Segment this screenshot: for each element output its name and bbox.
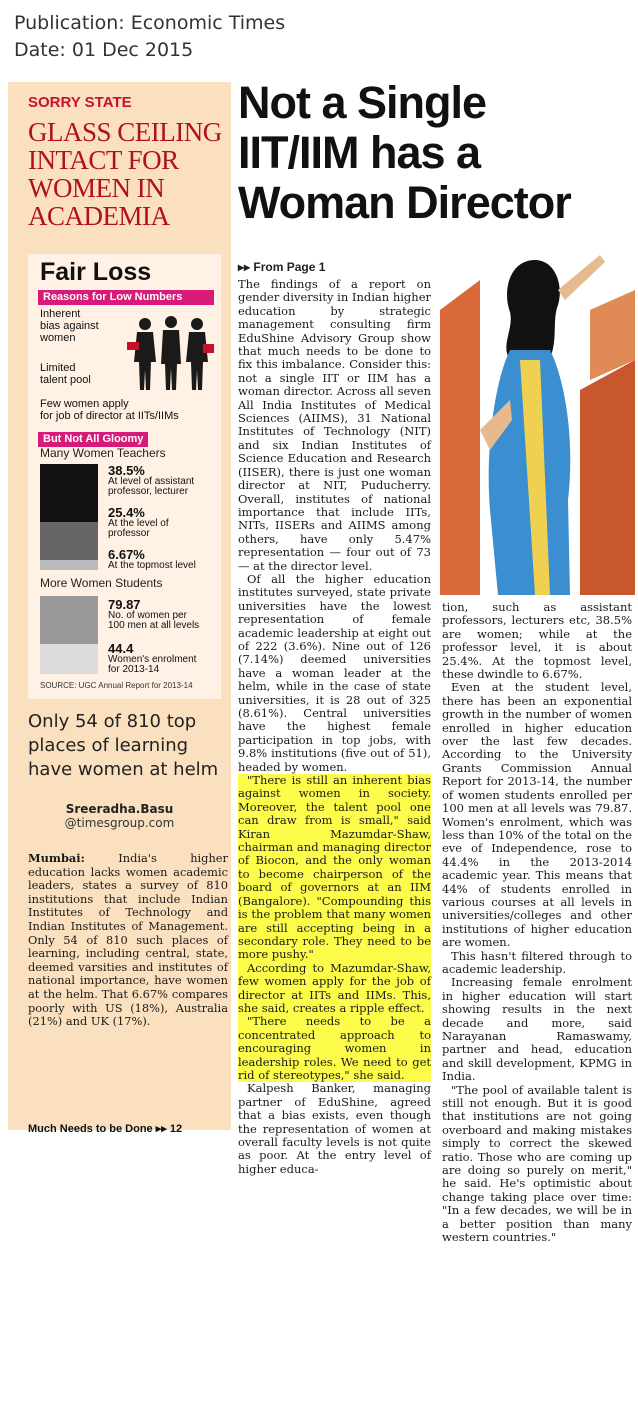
paragraph: Even at the student level, there has been an exponential growth in the number of women enrolled in higher education over the last few decades. According to the University Grants Commission Annual Report for 2013-14, the number of women students enrolled per 100 men at all levels was 79.87. Women's enrolment, which was less than 10% of the total on the eve of Independence, rose to 44.4% in the 2013-2014 academic year. This means that 44% of students enrolled in various courses at all levels in universities/colleges and other institutions of higher education are women.: [442, 680, 632, 950]
student-bar-enrolment: [40, 644, 98, 674]
sidebar-title-line: WOMEN IN: [28, 173, 165, 203]
paragraph: "There needs to be a concentrated approach to encouraging women in leadership roles. We need to get rid of stereotypes," she said.: [238, 1014, 431, 1082]
sidebar-kicker: SORRY STATE: [28, 94, 132, 111]
sidebar-body-text: [28, 852, 228, 1029]
teacher-stat: [108, 548, 196, 571]
teacher-bar-assistant: [40, 464, 98, 522]
stat-label: 100 men at all levels: [108, 620, 200, 631]
headline-line: Woman Director: [238, 177, 571, 228]
article-column-1: [238, 278, 431, 1176]
infographic-source: SOURCE: UGC Annual Report for 2013-14: [40, 681, 193, 690]
paragraph: Kalpesh Banker, managing partner of EduShine, agreed that a bias exists, even though the representation of women at overall faculty levels is not quite as poor. At the entry level of higher educa-: [238, 1081, 431, 1176]
publication-info: [14, 10, 285, 64]
paragraph: "The pool of available talent is still not enough. But it is good that institutions are not going overboard and making mistakes simply to correct the skewed ratio. Those who are coming up are doing so purely on merit," he said. He's optimistic about change taking place over time: "In a few decades, we will be in a better position than many western countries.": [442, 1082, 632, 1245]
paragraph: tion, such as assistant professors, lecturers etc, 38.5% are women; while at the professor level, it is about 25.4%. At the topmost level, these dwindle to 6.67%.: [442, 600, 632, 682]
stat-label: professor, lecturer: [108, 486, 189, 497]
students-header: More Women Students: [40, 576, 163, 590]
pull-quote: Only 54 of 810 top places of learning have women at helm: [28, 711, 219, 780]
dateline: Mumbai:: [28, 851, 85, 865]
reason-line: Inherent: [40, 308, 81, 320]
article-headline: [238, 78, 633, 228]
reason-line: bias against: [40, 320, 99, 332]
headline-line: IIT/IIM has a: [238, 127, 481, 178]
highlighted-quote-block: [238, 774, 431, 1082]
fair-loss-infographic: [28, 254, 221, 699]
teacher-stat: [108, 506, 169, 539]
teacher-stat: [108, 464, 194, 497]
article-column-2: [442, 601, 632, 1245]
reason-talent-pool: [40, 362, 91, 386]
stat-value: 6.67%: [108, 547, 145, 562]
paragraph: The findings of a report on gender diversity in Indian higher education by strategic management consulting firm EduShine Advisory Group show that much needs to be done to fix this imbalance. Consider this: not a single IIT or IIM has a woman director. Across all seven All India Institutes of Medical Sciences (AIIMS), 31 National Institutes of Technology (NIT) and six Indian Institutes of Science Education and Research (IISER), there is just one woman director at NIT, Puducherry. Overall, institutes of national importance that include IITs, NITs, IISERs and AIIMS among others, have only 5.47% representation — four out of 73 — at the director level.: [238, 277, 431, 573]
paragraph: This hasn't filtered through to academic leadership.: [442, 948, 632, 976]
stat-label: No. of women per: [108, 610, 187, 621]
stat-label: for 2013-14: [108, 664, 160, 675]
sidebar-title-line: INTACT FOR: [28, 145, 179, 175]
reason-bias: [40, 308, 99, 344]
teacher-bar-professor: [40, 522, 98, 560]
stat-value: 44.4: [108, 641, 134, 656]
student-bar-per100: [40, 596, 98, 644]
reason-line: women: [40, 332, 76, 344]
sidebar-title-line: GLASS CEILING: [28, 117, 222, 147]
stat-label: professor: [108, 528, 150, 539]
paragraph: "There is still an inherent bias against women in society. Moreover, the talent pool one can draw from is small," said Kiran Mazumdar-Shaw, chairman and managing director of Biocon, and the only woman to become chairperson of the board of governors at an IIM (Bangalore). "Compounding this is the problem that many women are still accepting being in a secondary role. They need to be more pushy.": [238, 773, 431, 962]
student-stat: [108, 642, 196, 675]
sidebar-title: [28, 118, 233, 230]
stat-value: 25.4%: [108, 505, 145, 520]
gloomy-header: But Not All Gloomy: [38, 432, 148, 447]
sidebar-title-line: ACADEMIA: [28, 201, 170, 231]
teacher-bar-topmost: [40, 560, 98, 570]
continued-jump-link: Much Needs to be Done ▸▸ 12: [28, 1123, 183, 1135]
sidebar-body-copy: India's higher education lacks women academic leaders, states a survey of 810 institutions that include Indian Institutes of Technology and Indian Institutes of Management. Only 54 of 810 such places of learning, including central, state, deemed varsities and institutes of national importance, have women at the helm. That 6.67% compares poorly with US (18%), Australia (21%) and UK (17%).: [28, 851, 228, 1029]
reason-line: talent pool: [40, 374, 91, 386]
businesspeople-illustration: [123, 314, 218, 394]
stat-label: At the level of: [108, 518, 169, 529]
stat-label: At the topmost level: [108, 560, 196, 571]
paragraph: According to Mazumdar-Shaw, few women apply for the job of director at IITs and IIMs. This, she said, creates a ripple effect.: [238, 960, 431, 1015]
byline-name: Sreeradha.Basu: [65, 802, 174, 816]
woman-illustration: [440, 250, 635, 595]
paragraph: Of all the higher education institutes surveyed, state private universities have the lowest representation of female academic leadership at eight out of 222 (3.6%). Nine out of 126 (7.14%) deemed universities have a woman leader at the helm, while in the case of state universities, it is 28 out of 325 (8.61%). Central universities have the highest female participation in top jobs, with 9.8% institutions (five out of 51), headed by women.: [238, 571, 431, 774]
publication-date: Date: 01 Dec 2015: [14, 39, 194, 61]
reason-line: Limited: [40, 362, 76, 374]
paragraph: Increasing female enrolment in higher education will start showing results in the next decade and more, said Narayanan Ramaswamy, partner and head, education and skill development, KPMG in India.: [442, 975, 632, 1084]
reason-few-apply: [40, 398, 179, 422]
reason-line: Few women apply: [40, 398, 129, 410]
byline-email: @timesgroup.com: [64, 816, 175, 830]
student-stat: [108, 598, 199, 631]
sidebar-panel: [8, 82, 231, 1135]
teachers-header: Many Women Teachers: [40, 446, 166, 460]
stat-value: 79.87: [108, 597, 141, 612]
stat-value: 38.5%: [108, 463, 145, 478]
headline-line: Not a Single: [238, 77, 487, 128]
from-page-label: ▸▸ From Page 1: [238, 260, 326, 274]
stat-label: Women's enrolment: [108, 654, 197, 665]
stat-label: At level of assistant: [108, 476, 195, 487]
infographic-title: Fair Loss: [40, 258, 152, 286]
publication-name: Publication: Economic Times: [14, 12, 286, 34]
reason-line: for job of director at IITs/IIMs: [40, 410, 179, 422]
byline: [8, 802, 231, 830]
reasons-header: Reasons for Low Numbers: [38, 290, 214, 305]
